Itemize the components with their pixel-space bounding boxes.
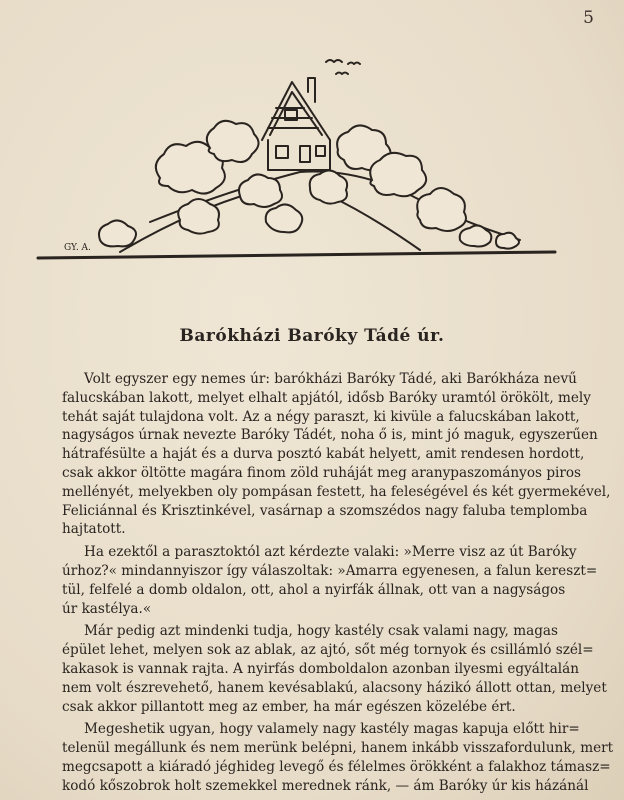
text-line: úrhoz?« mindannyiszor így válaszoltak: »Amarra egyenesen, a falun kereszt=	[62, 562, 598, 579]
chapter-title: Barókházi Baróky Tádé úr.	[179, 326, 445, 346]
text-line: mellényét, melyekben oly pompásan festett, ha feleségével és két gyermekével,	[62, 483, 611, 500]
text-line: hátrafésülte a haját és a durva posztó kabát helyett, amit rendesen hordott,	[62, 446, 585, 463]
text-line: kodó kőszobrok holt szemekkel merednek ránk, — ám Baróky úr kis házánál	[62, 777, 589, 794]
text-line: tehát saját tulajdona volt. Az a négy paraszt, ki kivüle a falucskában lakott,	[62, 408, 580, 425]
paragraph	[62, 720, 614, 795]
text-line: falucskában lakott, melyet elhalt apjától, idősb Baróky uramtól örökölt, mely	[62, 389, 591, 406]
text-line: épület lehet, melyen sok az ablak, az ajtó, sőt még tornyok és csillámló szél=	[62, 642, 594, 659]
text-line: telenül megállunk és nem merünk belépni, hanem inkább visszafordulunk, mert	[62, 740, 614, 757]
paragraph	[62, 543, 598, 618]
text-line: nem volt észrevehető, hanem kevésablakú, alacsony házikó állott ottan, melyet	[62, 679, 607, 696]
body-text	[62, 366, 614, 796]
text-line: tül, felfelé a domb oldalon, ott, ahol a nyirfák állnak, ott van a nagyságos	[62, 581, 566, 598]
page-number: 5	[583, 8, 594, 28]
text-line: kakasok is vannak rajta. A nyirfás domboldalon azonban ilyesmi egyáltalán	[62, 660, 580, 677]
text-line: hajtatott.	[62, 521, 126, 538]
paragraph	[62, 370, 611, 539]
text-line: Feliciánnal és Krisztinkével, vasárnap a szomszédos nagy faluba templomba	[62, 502, 588, 519]
cottage-on-hill-illustration	[0, 0, 624, 270]
text-line: csak akkor pillantott meg az ember, ha már egészen közelébe ért.	[62, 698, 516, 715]
text-line: Már pedig azt mindenki tudja, hogy kastély csak valami nagy, magas	[84, 623, 558, 640]
paragraph	[62, 622, 607, 716]
text-line: Megeshetik ugyan, hogy valamely nagy kastély magas kapuja előtt hir=	[84, 721, 580, 738]
text-line: megcsapott a kiáradó jéghideg levegő és félelmes örökként a falakhoz támasz=	[62, 758, 611, 775]
text-line: nagyságos úrnak nevezte Baróky Tádét, noha ő is, mint jó maguk, egyszerűen	[62, 427, 598, 444]
text-line: csak akkor öltötte magára finom zöld ruháját meg aranypaszományos piros	[62, 464, 582, 481]
text-line: Volt egyszer egy nemes úr: barókházi Baróky Tádé, aki Barókháza nevű	[84, 371, 577, 387]
text-line: Ha ezektől a parasztoktól azt kérdezte valaki: »Merre visz az út Baróky	[84, 544, 577, 561]
illustrator-signature: GY. A.	[64, 243, 91, 253]
text-line: úr kastélya.«	[62, 600, 152, 617]
